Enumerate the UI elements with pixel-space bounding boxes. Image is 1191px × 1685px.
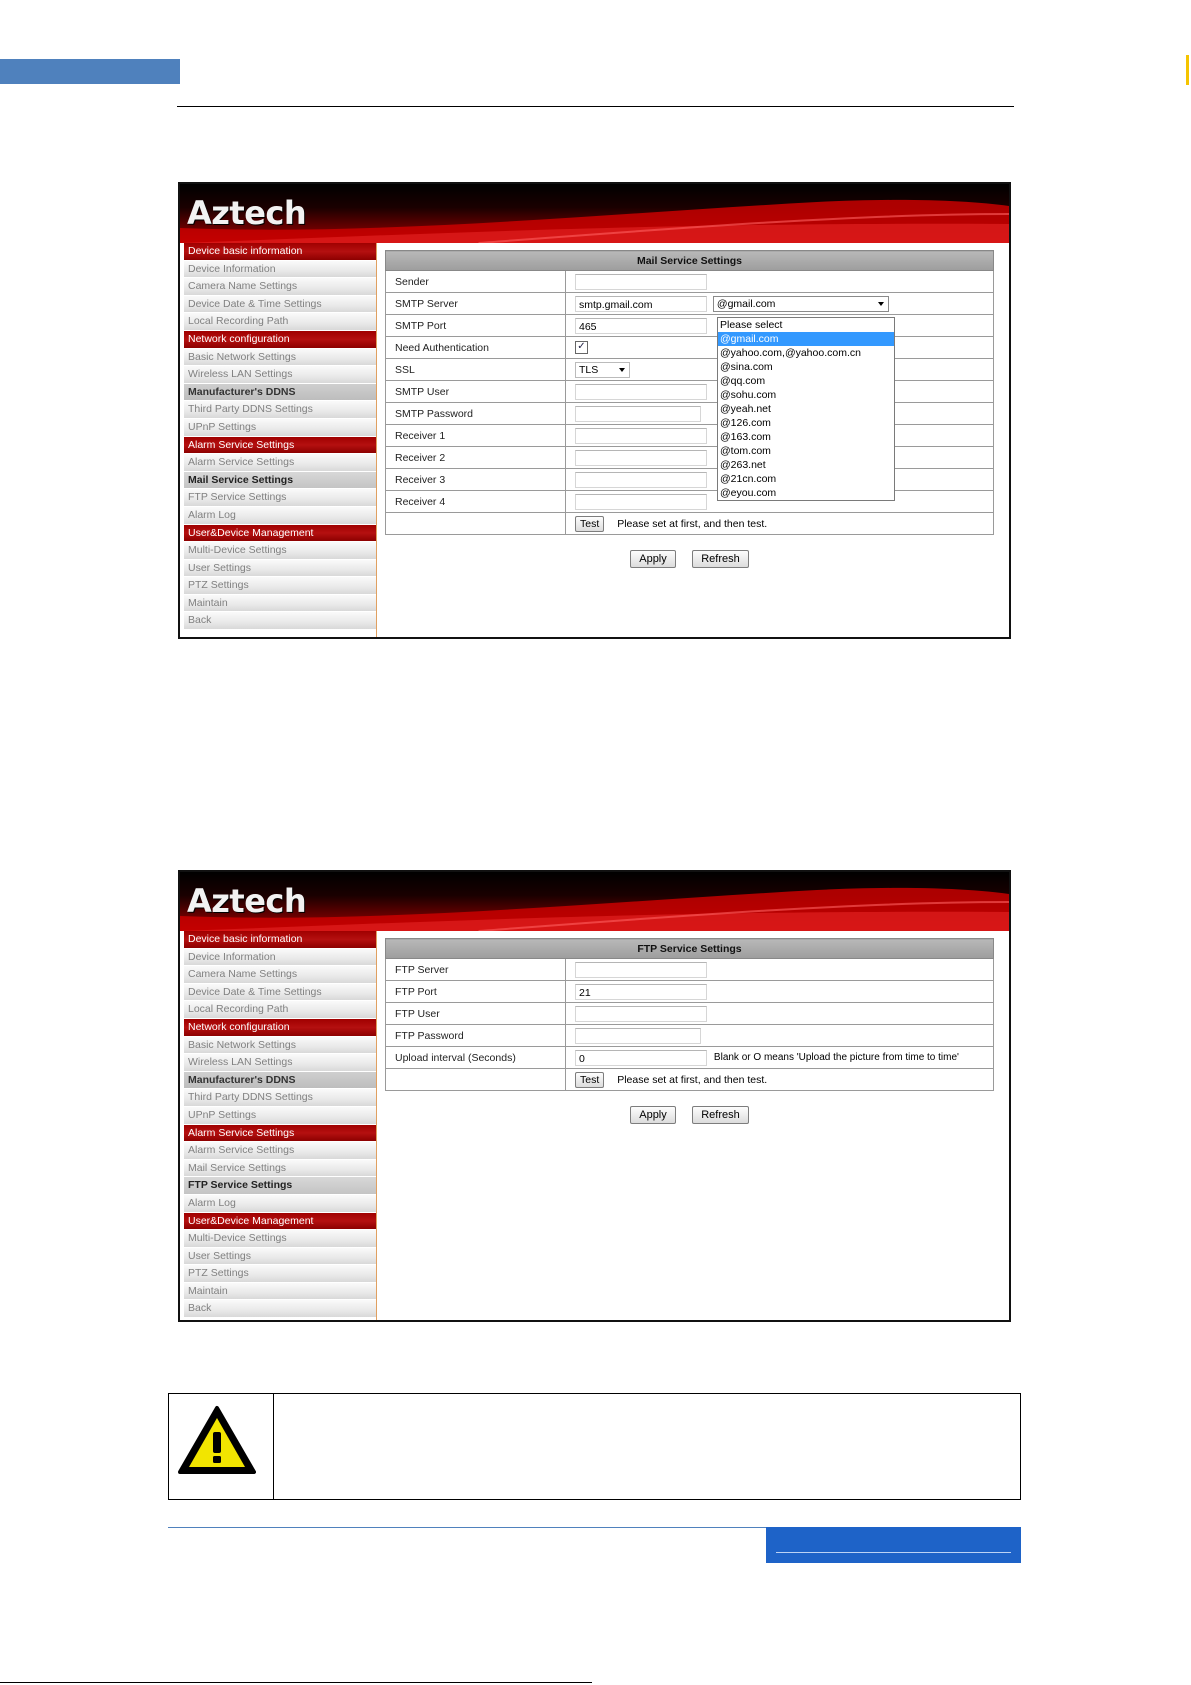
sidebar-item[interactable]: FTP Service Settings (184, 489, 376, 507)
smtp-domain-value: @gmail.com (716, 297, 776, 310)
sidebar-item[interactable]: Back (184, 1300, 376, 1318)
page-bottom-rule (0, 1682, 592, 1683)
ftp-server-input[interactable] (575, 962, 707, 978)
sidebar-item[interactable]: UPnP Settings (184, 419, 376, 437)
ftp-server-label: FTP Server (386, 959, 566, 981)
apply-button[interactable]: Apply (630, 1106, 676, 1124)
mail-settings-panel (385, 250, 994, 568)
sidebar-item: Alarm Service Settings (184, 1125, 376, 1143)
sidebar-item[interactable]: Device Date & Time Settings (184, 984, 376, 1002)
sidebar-item[interactable]: Wireless LAN Settings (184, 366, 376, 384)
footer-color-bar (766, 1527, 1021, 1563)
brand-logo: Aztech (187, 882, 307, 920)
refresh-button[interactable]: Refresh (692, 1106, 749, 1124)
sidebar-item[interactable]: Camera Name Settings (184, 278, 376, 296)
smtp-port-input[interactable]: 465 (575, 318, 707, 334)
sidebar-item: User&Device Management (184, 525, 376, 543)
receiver-4-input[interactable] (575, 494, 707, 510)
sidebar-item[interactable]: Local Recording Path (184, 1001, 376, 1019)
sidebar-item[interactable]: Device Information (184, 949, 376, 967)
dropdown-option[interactable]: @eyou.com (720, 487, 777, 499)
sidebar-item[interactable]: Alarm Service Settings (184, 1142, 376, 1160)
smtp-password-input[interactable] (575, 406, 701, 422)
sidebar-item[interactable]: Third Party DDNS Settings (184, 1089, 376, 1107)
ftp-password-label: FTP Password (386, 1025, 566, 1047)
smtp-server-input[interactable]: smtp.gmail.com (575, 296, 707, 312)
dropdown-option[interactable]: @yeah.net (720, 403, 771, 415)
ftp-password-input[interactable] (575, 1028, 701, 1044)
ssl-value: TLS (579, 363, 599, 376)
upload-interval-input[interactable]: 0 (575, 1050, 707, 1066)
smtp-port-label: SMTP Port (386, 315, 566, 337)
dropdown-option[interactable]: @21cn.com (720, 473, 777, 485)
dropdown-option[interactable]: @sohu.com (720, 389, 777, 401)
test-row-spacer (386, 1069, 566, 1091)
need-auth-label: Need Authentication (386, 337, 566, 359)
smtp-password-label: SMTP Password (386, 403, 566, 425)
sidebar-item[interactable]: Device Date & Time Settings (184, 296, 376, 314)
sidebar-item: Manufacturer's DDNS (184, 384, 376, 402)
form-title: Mail Service Settings (386, 251, 994, 271)
warning-box (168, 1393, 1021, 1500)
ftp-settings-screenshot (178, 870, 1011, 1322)
brand-logo: Aztech (187, 194, 307, 232)
dropdown-option[interactable]: @qq.com (720, 375, 766, 387)
dropdown-option[interactable]: @163.com (720, 431, 771, 443)
dropdown-option[interactable]: @263.net (720, 459, 766, 471)
receiver-1-label: Receiver 1 (386, 425, 566, 447)
sidebar-item[interactable]: User Settings (184, 1248, 376, 1266)
warning-box-divider (273, 1393, 274, 1500)
sidebar-item[interactable]: Multi-Device Settings (184, 1230, 376, 1248)
footer-rule (168, 1527, 768, 1528)
sidebar-item[interactable]: Maintain (184, 1283, 376, 1301)
sidebar-item[interactable]: Camera Name Settings (184, 966, 376, 984)
test-hint: Please set at first, and then test. (617, 1073, 768, 1086)
upload-interval-label: Upload interval (Seconds) (386, 1047, 566, 1069)
smtp-server-label: SMTP Server (386, 293, 566, 315)
sidebar-item: Device basic information (184, 243, 376, 261)
sidebar-item[interactable]: Third Party DDNS Settings (184, 401, 376, 419)
sidebar-nav (184, 931, 377, 1320)
smtp-user-label: SMTP User (386, 381, 566, 403)
form-actions (385, 549, 994, 568)
upload-interval-hint: Blank or O means 'Upload the picture from time to time' (713, 1052, 959, 1064)
receiver-4-label: Receiver 4 (386, 491, 566, 513)
header-color-bar (0, 59, 180, 84)
sidebar-item: Network configuration (184, 1019, 376, 1037)
sidebar-item: Network configuration (184, 331, 376, 349)
dropdown-option[interactable]: Please select (720, 319, 783, 331)
sidebar-item[interactable]: Wireless LAN Settings (184, 1054, 376, 1072)
ftp-user-label: FTP User (386, 1003, 566, 1025)
sidebar-item: Manufacturer's DDNS (184, 1072, 376, 1090)
smtp-domain-select[interactable] (713, 296, 889, 312)
sidebar-item[interactable]: Alarm Log (184, 1195, 376, 1213)
banner (180, 184, 1009, 243)
sidebar-item[interactable]: Alarm Service Settings (184, 454, 376, 472)
sender-input[interactable] (575, 274, 707, 290)
ftp-settings-form (385, 938, 994, 1091)
test-row-spacer (386, 513, 566, 535)
ftp-port-label: FTP Port (386, 981, 566, 1003)
sidebar-nav (184, 243, 377, 637)
sidebar-item[interactable]: UPnP Settings (184, 1107, 376, 1125)
receiver-2-input[interactable] (575, 450, 707, 466)
form-title: FTP Service Settings (386, 939, 994, 959)
sidebar-item[interactable]: Local Recording Path (184, 313, 376, 331)
receiver-3-input[interactable] (575, 472, 707, 488)
dropdown-option[interactable]: @gmail.com (718, 332, 894, 346)
sidebar-item[interactable]: PTZ Settings (184, 1265, 376, 1283)
warning-icon (178, 1405, 256, 1475)
ftp-settings-panel (385, 938, 994, 1124)
dropdown-option[interactable]: @sina.com (720, 361, 773, 373)
apply-button[interactable]: Apply (630, 550, 676, 568)
ftp-port-input[interactable]: 21 (575, 984, 707, 1000)
sidebar-item: User&Device Management (184, 1213, 376, 1231)
footer-color-bar-line (776, 1552, 1011, 1553)
sidebar-item: Device basic information (184, 931, 376, 949)
sidebar-item[interactable]: User Settings (184, 560, 376, 578)
receiver-2-label: Receiver 2 (386, 447, 566, 469)
form-actions (385, 1105, 994, 1124)
header-rule (177, 106, 1014, 107)
header-edge-mark (1186, 55, 1189, 85)
dropdown-option[interactable]: @yahoo.com,@yahoo.com.cn (720, 347, 861, 359)
test-button[interactable]: Test (575, 1072, 604, 1088)
receiver-3-label: Receiver 3 (386, 469, 566, 491)
sidebar-item[interactable]: Mail Service Settings (184, 1160, 376, 1178)
ftp-user-input[interactable] (575, 1006, 707, 1022)
ssl-label: SSL (386, 359, 566, 381)
dropdown-option[interactable]: @tom.com (720, 445, 771, 457)
need-auth-checkbox[interactable]: ✓ (575, 341, 588, 354)
sidebar-item[interactable]: Basic Network Settings (184, 349, 376, 367)
sidebar-item[interactable]: Mail Service Settings (184, 472, 376, 490)
sidebar-item[interactable]: PTZ Settings (184, 577, 376, 595)
receiver-1-input[interactable] (575, 428, 707, 444)
chevron-down-icon (878, 302, 884, 306)
smtp-user-input[interactable] (575, 384, 707, 400)
sidebar-item[interactable]: Device Information (184, 261, 376, 279)
refresh-button[interactable]: Refresh (692, 550, 749, 568)
smtp-domain-dropdown-list (717, 317, 895, 501)
ssl-select[interactable] (575, 362, 630, 378)
test-button[interactable]: Test (575, 516, 604, 532)
mail-settings-form (385, 250, 994, 535)
sidebar-item[interactable]: Maintain (184, 595, 376, 613)
banner (180, 872, 1009, 931)
sidebar-item[interactable]: Multi-Device Settings (184, 542, 376, 560)
sidebar-item[interactable]: Basic Network Settings (184, 1037, 376, 1055)
test-hint: Please set at first, and then test. (617, 517, 768, 530)
sender-label: Sender (386, 271, 566, 293)
sidebar-item: Alarm Service Settings (184, 437, 376, 455)
chevron-down-icon (619, 368, 625, 372)
sidebar-item[interactable]: FTP Service Settings (184, 1177, 376, 1195)
sidebar-item[interactable]: Back (184, 612, 376, 630)
dropdown-option[interactable]: @126.com (720, 417, 771, 429)
sidebar-item[interactable]: Alarm Log (184, 507, 376, 525)
